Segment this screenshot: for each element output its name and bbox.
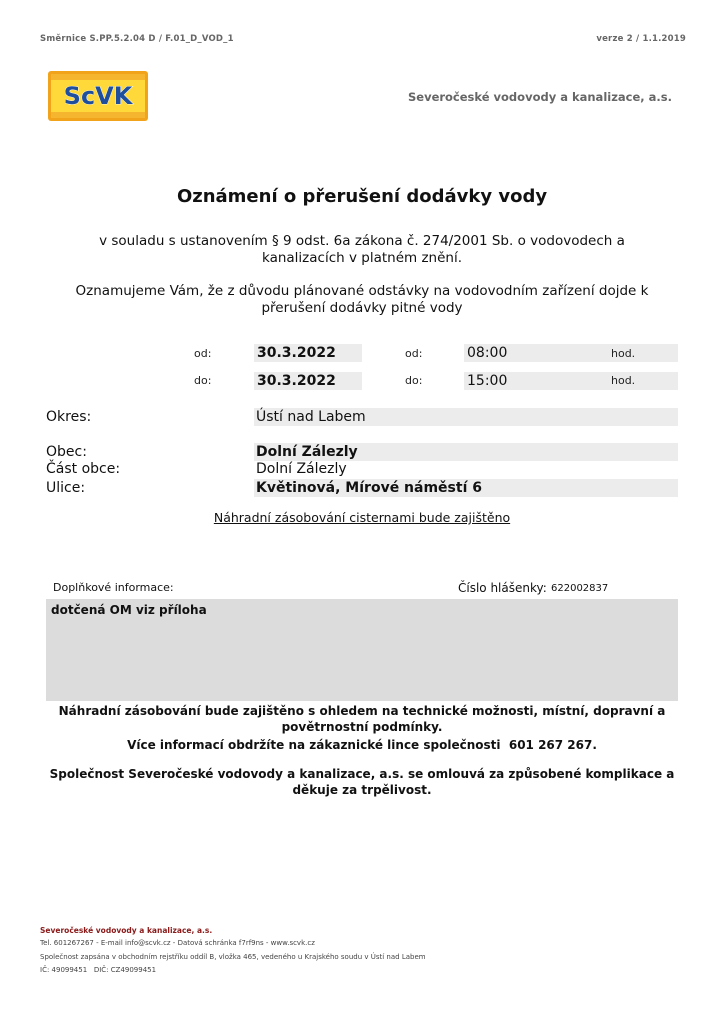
part-label: Část obce: [46, 461, 121, 477]
to-time: 15:00 [467, 373, 508, 389]
from-label: od: [194, 347, 212, 360]
district-label: Okres: [46, 409, 92, 425]
to-date: 30.3.2022 [257, 373, 336, 389]
to-time-label: do: [405, 374, 423, 387]
street-value: Květinová, Mírové náměstí 6 [256, 480, 482, 496]
version-header: verze 2 / 1.1.2019 [596, 34, 686, 44]
scvk-logo [48, 71, 148, 121]
hotline-info: Více informací obdržíte na zákaznické lince společnosti 601 267 267. [127, 738, 597, 752]
part-value: Dolní Zálezly [256, 461, 347, 477]
from-time: 08:00 [467, 345, 508, 361]
from-date: 30.3.2022 [257, 345, 336, 361]
street-label: Ulice: [46, 480, 86, 496]
from-hour-label: hod. [611, 347, 636, 360]
legal-intro: v souladu s ustanovením § 9 odst. 6a zákona č. 274/2001 Sb. o vodovodech a kanalizacích v platném znění. [99, 233, 625, 266]
report-number: 622002837 [551, 583, 609, 594]
to-hour-label: hod. [611, 374, 636, 387]
report-number-label: Číslo hlášenky: [458, 581, 547, 595]
alternative-supply-note [0, 507, 724, 526]
additional-info-label: Doplňkové informace: [53, 581, 174, 594]
footer-company: Severočeské vodovody a kanalizace, a.s. [40, 926, 213, 935]
additional-info-text: dotčená OM viz příloha [51, 603, 207, 617]
footer-registry: Společnost zapsána v obchodním rejstříku oddíl B, vložka 465, vedeného u Krajského soudu v Ústí nad Labem [40, 953, 426, 961]
supply-note: Náhradní zásobování bude zajištěno s ohledem na technické možnosti, místní, dopravní a povětrnostní podmínky. [58, 704, 666, 734]
page-title: Oznámení o přerušení dodávky vody [176, 186, 548, 207]
company-name: Severočeské vodovody a kanalizace, a.s. [407, 90, 672, 104]
directive-header: Směrnice S.PP.5.2.04 D / F.01_D_VOD_1 [40, 34, 234, 44]
footer-ids: IČ: 49099451 DIČ: CZ49099451 [40, 966, 157, 974]
alternative-supply-text: Náhradní zásobování cisternami bude zajištěno [213, 510, 511, 525]
municipality-label: Obec: [46, 444, 87, 460]
district-value: Ústí nad Labem [256, 409, 366, 425]
footer-contacts: Tel. 601267267 - E-mail info@scvk.cz - Datová schránka f7rf9ns - www.scvk.cz [40, 939, 315, 947]
to-label: do: [194, 374, 212, 387]
notice-text: Oznamujeme Vám, že z důvodu plánované odstávky na vodovodním zařízení dojde k přerušení dodávky pitné vody [75, 283, 649, 316]
svg-text:ScVK: ScVK [63, 82, 133, 110]
municipality-value: Dolní Zálezly [256, 444, 358, 460]
apology-text: Společnost Severočeské vodovody a kanalizace, a.s. se omlouvá za způsobené komplikace a děkuje za trpělivost. [49, 767, 675, 797]
from-time-label: od: [405, 347, 423, 360]
